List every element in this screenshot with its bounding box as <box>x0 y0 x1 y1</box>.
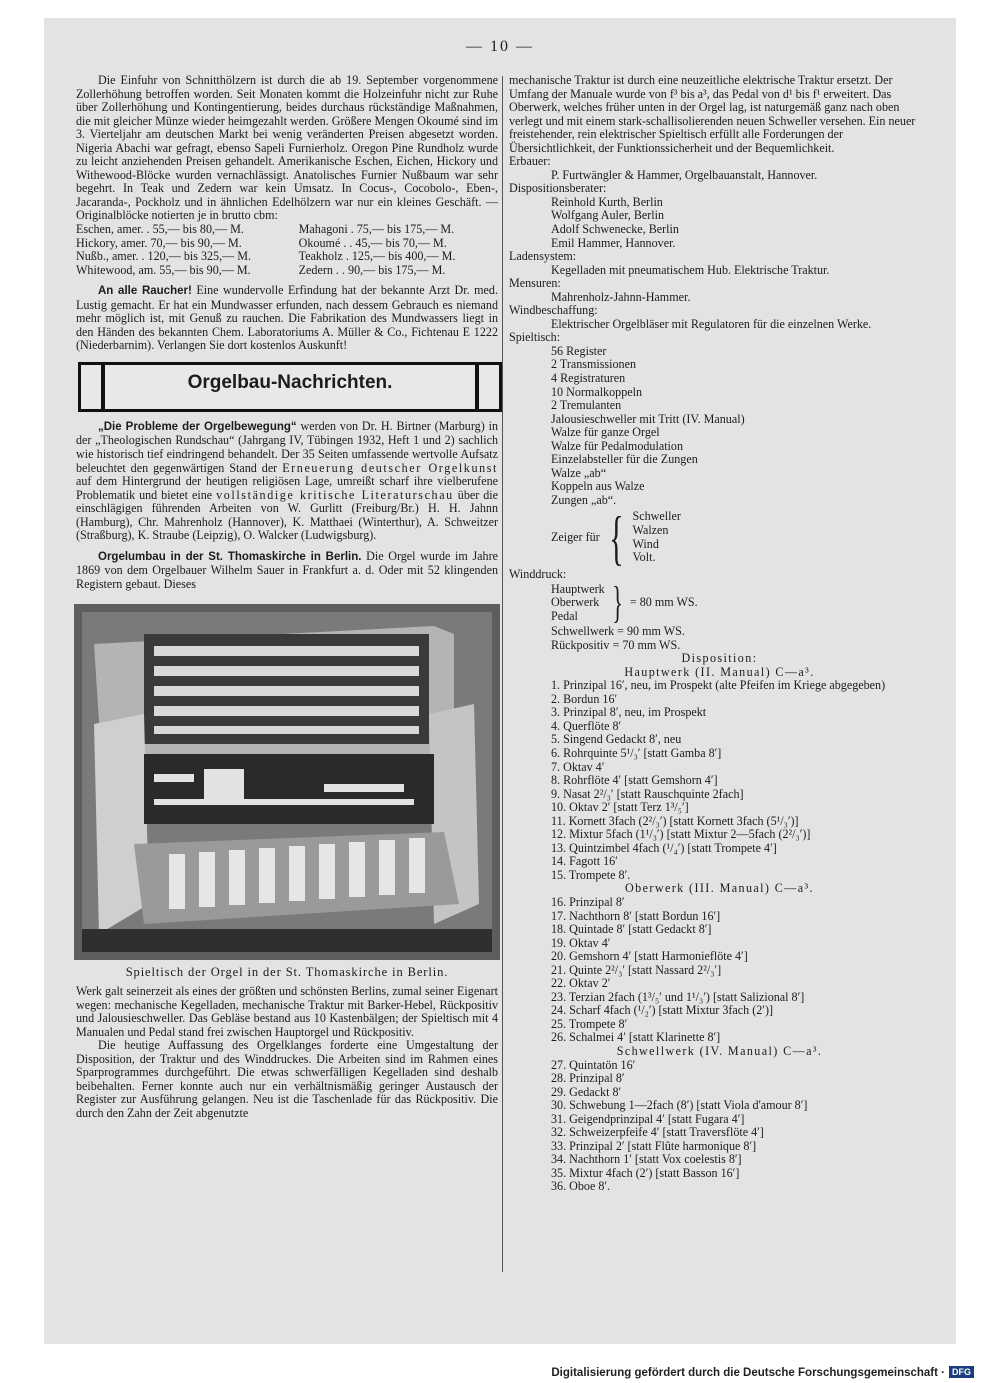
register-item: 2. Bordun 16′ <box>551 691 618 706</box>
register-item: 36. Oboe 8′. <box>551 1179 611 1194</box>
page-number: — 10 — <box>466 38 534 55</box>
column-divider <box>502 76 503 1272</box>
register-item: 34. Nachthorn 1′ [statt Vox coelestis 8′] <box>551 1152 742 1167</box>
pressure-item: Schwellwerk = 90 mm WS. <box>551 624 685 639</box>
register-item: 28. Prinzipal 8′ <box>551 1071 625 1086</box>
price-row: Hickory, amer. 70,— bis 90,— M. Okoumé . . 45,— bis 70,— M. <box>76 235 447 250</box>
register-item: 32. Schweizerpfeife 4′ [statt Traversflöte 4′] <box>551 1125 764 1140</box>
history-paragraph: Werk galt seinerzeit als eines der größten und schönsten Berlins, zumal seiner Eigenart wegen: mechanische Kegelladen, mechanische Traktur mit Barker-Hebel, Rückpositiv und Jalousieschweller. Das Gebläse bestand aus 10 Kastenbälgen; der Spieltisch mit 4 Manualen und Pedal stand frei zwischen Hauptorgel und Rückpositiv. <box>76 984 498 1039</box>
price-row: Nußb., amer. . 120,— bis 325,— M. Teakholz . 125,— bis 400,— M. <box>76 249 456 264</box>
organ-console-photo <box>74 604 500 960</box>
console-label: Spieltisch: <box>509 330 561 345</box>
register-item: 35. Mixtur 4fach (2′) [statt Basson 16′] <box>551 1165 740 1180</box>
footer-credit <box>551 1366 974 1379</box>
brace-glyph: } <box>612 578 623 628</box>
oberwerk-list <box>509 896 930 1045</box>
register-item: 13. Quintzimbel 4fach (¹/₄′) [statt Trompete 4′] <box>551 840 777 855</box>
advisor-item: Emil Hammer, Hannover. <box>551 235 676 250</box>
scaling-value: Mahrenholz-Jahnn-Hammer. <box>551 289 691 304</box>
register-item: 27. Quintatön 16′ <box>551 1057 636 1072</box>
console-feature: Koppeln aus Walze <box>551 479 645 494</box>
pressure-item: Rückpositiv = 70 mm WS. <box>551 637 681 652</box>
news-thomaskirche: Orgelumbau in der St. Thomaskirche in Berlin. Die Orgel wurde im Jahre 1869 von dem Orgelbauer Wilhelm Sauer in Frankfurt a. d. Oder mit 52 klingenden Registern gebaut. Dieses <box>76 548 498 591</box>
price-table <box>76 223 498 277</box>
register-item: 25. Trompete 8′ <box>551 1016 628 1031</box>
price-row: Eschen, amer. . 55,— bis 80,— M. Mahagoni . 75,— bis 175,— M. <box>76 222 455 237</box>
advisor-item: Adolf Schwenecke, Berlin <box>551 222 679 237</box>
register-item: 15. Trompete 8′. <box>551 867 631 882</box>
console-features <box>509 343 930 571</box>
advisor-item: Reinhold Kurth, Berlin <box>551 194 663 209</box>
register-item: 31. Geigendprinzipal 4′ [statt Fugara 4′] <box>551 1111 745 1126</box>
register-item: 10. Oktav 2′ [statt Terz 1³/₅′] <box>551 800 689 815</box>
console-feature: Walze „ab“ <box>551 465 607 480</box>
console-feature: Walze für Pedalmodulation <box>551 438 684 453</box>
wind-pressure-label: Winddruck: <box>509 566 567 581</box>
console-feature: Walze für ganze Orgel <box>551 425 660 440</box>
register-item: 30. Schwebung 1—2fach (8′) [statt Viola d'amour 8′] <box>551 1098 808 1113</box>
division-item: Oberwerk <box>551 595 600 610</box>
register-item: 17. Nachthorn 8′ [statt Bordun 16′] <box>551 908 721 923</box>
register-item: 29. Gedackt 8′ <box>551 1084 622 1099</box>
wind-supply-label: Windbeschaffung: <box>509 303 598 318</box>
register-item: 7. Oktav 4′ <box>551 759 605 774</box>
console-feature: 10 Normalkoppeln <box>551 384 643 399</box>
indicator-group <box>551 504 930 571</box>
wind-supply-value: Elektrischer Orgelbläser mit Regulatoren für die einzelnen Werke. <box>551 316 872 331</box>
hauptwerk-title: Hauptwerk (II. Manual) C—a³. <box>624 664 815 679</box>
register-item: 14. Fagott 16′ <box>551 854 618 869</box>
builder-value: P. Furtwängler & Hammer, Orgelbauanstalt, Hannover. <box>551 167 818 182</box>
register-item: 6. Rohrquinte 5¹/₃′ [statt Gamba 8′] <box>551 745 722 760</box>
console-feature: 56 Register <box>551 343 607 358</box>
timber-import-paragraph: Die Einfuhr von Schnitthölzern ist durch die ab 19. September vorgenommene Zollerhöhung betroffen worden. Seit Monaten kommt die Holzeinfuhr nicht zur Ruhe über Zollerhöhung und Kontingentierung, beides durchaus rückständige Maßnahmen, die mit gleicher Münze wieder heimgezahlt werden. Größere Mengen Okoumé sind im 3. Vierteljahr am deutschen Markt bei wenig veränderten Preisen abgesetzt worden. Nigeria Abachi war gefragt, ebenso Sapeli Furnierholz. Oregon Pine Rundholz wurde zu leicht anziehenden Preisen gehandelt. Amerikanische Eschen, Eichen, Hickory und Withewood-Blöcke wurden vernachlässigt. Anatolisches Furnier Nußbaum war sehr begehrt. In Teak und Zedern war kein Umsatz. In Cocus-, Cocobolo-, Eben-, Jacaranda-, Pockholz und in ähnlichen Edelhölzern war nur ein kleines Geschäft. — Originalblöcke notierten je in brutto cbm: <box>76 73 498 223</box>
smoker-advertisement: An alle Raucher! Eine wundervolle Erfindung hat der bekannte Arzt Dr. med. Lustig gemacht. Er hat ein Mundwasser erfunden, nach dessem Gebrauch es niemand mehr möglich ist, mit Genuß zu rauchen. Die Fabrikation des Mundwassers liegt in den Händen des bekannten Chem. Laboratoriums A. Müller & Co., Fichtenau E 1222 (Niederbarnim). Verlangen Sie dort kostenlos Auskunft! <box>76 283 498 353</box>
indicator-list <box>633 510 681 564</box>
pressure-value: = 80 mm WS. <box>629 595 698 610</box>
register-item: 5. Singend Gedackt 8′, neu <box>551 732 682 747</box>
register-item: 23. Terzian 2fach (1³/₅′ und 1¹/₃′) [statt Salizional 8′] <box>551 989 805 1004</box>
register-item: 4. Querflöte 8′ <box>551 718 622 733</box>
news-heading: Orgelumbau in der St. Thomaskirche in Berlin. <box>98 550 362 563</box>
section-banner <box>78 362 502 412</box>
oberwerk-title: Oberwerk (III. Manual) C—a³. <box>625 881 814 896</box>
indicator-item: Volt. <box>632 550 656 565</box>
register-item: 11. Kornett 3fach (2²/₃′) [statt Kornett 3fach (5¹/₃′)] <box>551 813 799 828</box>
hauptwerk-list <box>509 679 930 882</box>
schwellwerk-list <box>509 1059 930 1194</box>
indicator-label: Zeiger für <box>551 529 600 544</box>
register-item: 1. Prinzipal 16′, neu, im Prospekt (alte Pfeifen im Kriege abgegeben) <box>551 678 886 693</box>
rebuild-paragraph: Die heutige Auffassung des Orgelklanges forderte eine Umgestaltung der Disposition, der Traktur und des Winddruckes. Die Arbeiten sind im Rahmen eines Sparprogrammes durchgeführt. Die etwas schwerfälligen Kegelladen sind deshalb beibehalten. Ferner konnte auch nur ein verhältnismäßig geringer Austausch der Register zur Ausführung gelangen. Neu ist die Taschenlade für das Rückpositiv. Die durch den Zahn der Zeit abgenutzte <box>76 1038 498 1120</box>
register-item: 20. Gemshorn 4′ [statt Harmonieflöte 4′] <box>551 949 748 964</box>
dfg-logo: DFG <box>949 1366 974 1378</box>
division-item: Hauptwerk <box>551 581 605 596</box>
chest-value: Kegelladen mit pneumatischem Hub. Elektrische Traktur. <box>551 262 830 277</box>
news-orgelbewegung: „Die Probleme der Orgelbewegung“ werden von Dr. H. Birtner (Marburg) in der „Theologischen Rundschau“ (Jahrgang IV, Tübingen 1932, Heft 1 und 2) sachlich wie historisch tief eindringend behandelt. Der 35 Seiten umfassende wertvolle Aufsatz beleuchtet den gegenwärtigen Stand der Erneuerung deutscher Orgelkunst auf dem Hintergrund der heutigen religiösen Lage, umreißt scharf ihre vielberufene Problematik und bietet eine vollständige kritische Literaturschau über die einschlägigen führenden Arbeiten von W. Gurlitt (Freiburg/Br.) H. H. Jahnn (Hamburg), Chr. Mahrenholz (Hannover), K. Matthaei (Winterthur), A. Schweitzer (Straßburg), K. Straube (Leipzig), O. Walcker (Ludwigsburg). <box>76 418 499 543</box>
banner-title: Orgelbau-Nachrichten. <box>187 371 393 393</box>
disposition-title: Disposition: <box>681 651 758 666</box>
chest-label: Ladensystem: <box>509 249 577 264</box>
ad-heading: An alle Raucher! <box>98 285 192 298</box>
register-item: 12. Mixtur 5fach (1¹/₃′) [statt Mixtur 2—5fach (2²/₃′)] <box>551 827 811 842</box>
advisor-item: Wolfgang Auler, Berlin <box>551 208 665 223</box>
console-feature: Jalousieschweller mit Tritt (IV. Manual) <box>551 411 745 426</box>
builder-label: Erbauer: <box>509 154 551 169</box>
register-item: 26. Schalmei 4′ [statt Klarinette 8′] <box>551 1030 721 1045</box>
register-item: 24. Scharf 4fach (¹/₂′) [statt Mixtur 3fach (2′)] <box>551 1003 774 1018</box>
organ-console-illustration <box>74 604 500 960</box>
indicator-item: Wind <box>632 536 659 551</box>
console-feature: Einzelabsteller für die Zungen <box>551 452 698 467</box>
pressure-group <box>551 578 930 628</box>
indicator-item: Walzen <box>632 522 669 537</box>
console-feature: Zungen „ab“. <box>551 492 617 507</box>
scaling-label: Mensuren: <box>509 276 561 291</box>
indicator-item: Schweller <box>632 509 681 524</box>
console-feature: 2 Transmissionen <box>551 357 637 372</box>
register-item: 22. Oktav 2′ <box>551 976 611 991</box>
register-item: 19. Oktav 4′ <box>551 935 611 950</box>
advisors-label: Dispositionsberater: <box>509 181 607 196</box>
continuation-paragraph: mechanische Traktur ist durch eine neuzeitliche elektrische Traktur ersetzt. Der Umfang der Manuale wurde von f³ bis a³, das Pedal von d¹ bis f¹ erweitert. Das Oberwerk, welches früher unten in der Orgel lag, ist naturgemäß ganz nach oben verlegt und mit einem stark-schallisolierenden neuen Schweller versehen. Ein neuer freistehender, rein elektrischer Spieltisch erfüllt alle Forderungen der Übersichtlichkeit, der Funktionssicherheit und der Bequemlichkeit. <box>509 73 916 155</box>
wind-pressure-values <box>509 578 930 652</box>
register-item: 33. Prinzipal 2′ [statt Flûte harmonique 8′] <box>551 1138 757 1153</box>
price-row: Whitewood, am. 55,— bis 90,— M. Zedern . . 90,— bis 175,— M. <box>76 262 446 277</box>
register-item: 21. Quinte 2²/₃′ [statt Nassard 2²/₃′] <box>551 962 722 977</box>
pressure-divisions <box>551 583 605 624</box>
footer-text: Digitalisierung gefördert durch die Deutsche Forschungsgemeinschaft · <box>551 1367 945 1379</box>
register-item: 8. Rohrflöte 4′ [statt Gemshorn 4′] <box>551 773 718 788</box>
photo-caption: Spieltisch der Orgel in der St. Thomaskirche in Berlin. <box>125 964 449 979</box>
right-column <box>509 74 930 1194</box>
division-item: Pedal <box>551 608 578 623</box>
console-feature: 2 Tremulanten <box>551 398 622 413</box>
left-column <box>76 74 498 1121</box>
register-item: 9. Nasat 2²/₃′ [statt Rauschquinte 2fach] <box>551 786 744 801</box>
register-item: 18. Quintade 8′ [statt Gedackt 8′] <box>551 922 712 937</box>
brace-glyph: { <box>608 504 624 571</box>
schwellwerk-title: Schwellwerk (IV. Manual) C—a³. <box>616 1044 823 1058</box>
register-item: 16. Prinzipal 8′ <box>551 894 625 909</box>
news-heading: „Die Probleme der Orgelbewegung“ <box>98 420 297 433</box>
console-feature: 4 Registraturen <box>551 371 626 386</box>
register-item: 3. Prinzipal 8′, neu, im Prospekt <box>551 705 707 720</box>
